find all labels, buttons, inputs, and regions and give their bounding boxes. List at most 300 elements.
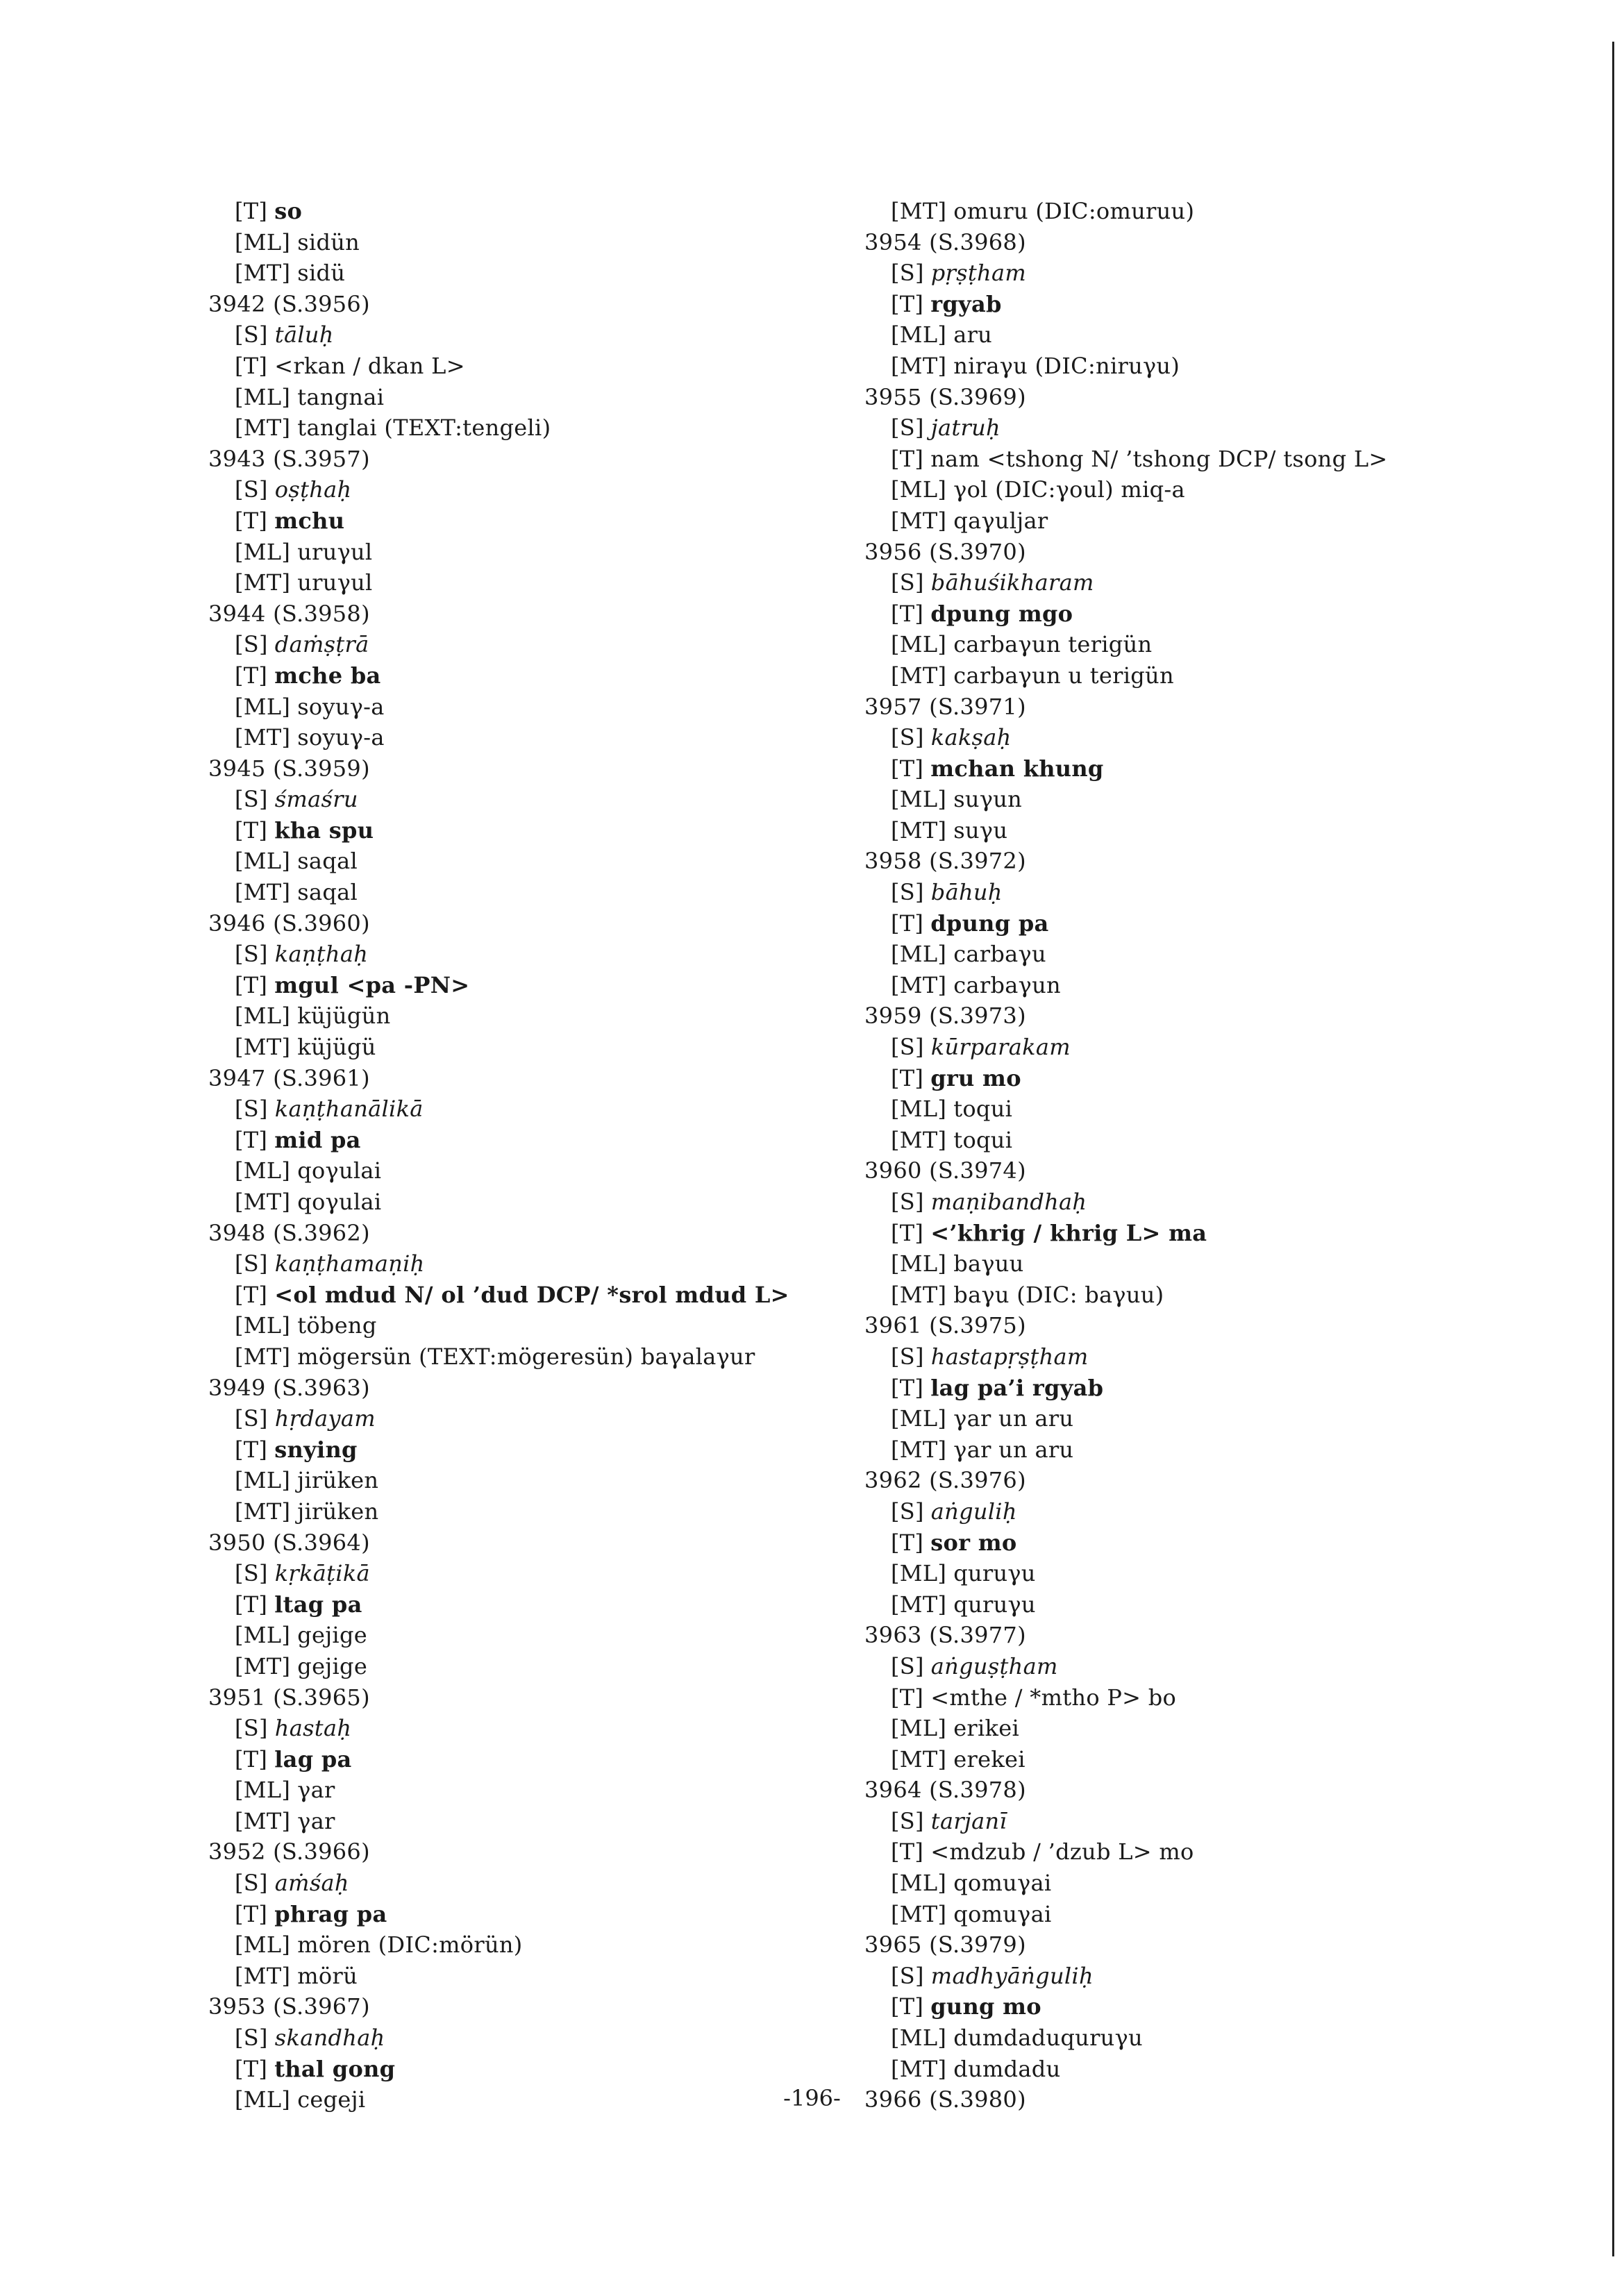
field-tag: [ML] — [235, 1622, 291, 1649]
field-tag: [S] — [235, 1560, 268, 1587]
field-value: qaγuljar — [953, 507, 1048, 534]
entry-number: 3955 (S.3969) — [864, 383, 1026, 410]
margin-rule — [1612, 42, 1614, 2256]
field-value: kakṣaḥ — [930, 724, 1012, 751]
entry-field — [208, 1558, 847, 1589]
field-tag: [ML] — [235, 1157, 291, 1184]
entry-number: 3952 (S.3966) — [208, 1838, 370, 1866]
field-tag: [ML] — [891, 1096, 947, 1123]
entry-number: 3942 (S.3956) — [208, 290, 370, 317]
field-tag: [S] — [891, 414, 924, 442]
field-value: so — [274, 198, 303, 224]
field-tag: [ML] — [235, 1467, 291, 1494]
entry-number: 3957 (S.3971) — [864, 693, 1026, 720]
entry-field — [208, 722, 847, 753]
field-tag: [T] — [235, 507, 268, 534]
field-value: mchu — [274, 507, 345, 534]
entry-number: 3958 (S.3972) — [864, 848, 1026, 875]
entry-field — [208, 382, 847, 413]
field-value: gru mo — [930, 1064, 1021, 1091]
field-tag: [T] — [235, 816, 268, 844]
entry-field — [864, 1496, 1559, 1527]
field-value: kṛkāṭikā — [274, 1560, 370, 1587]
field-tag: [ML] — [235, 538, 291, 565]
field-tag: [S] — [235, 476, 268, 503]
entry-field — [208, 1961, 847, 1992]
field-value: mche ba — [274, 662, 381, 689]
entry-field — [864, 351, 1559, 382]
field-tag: [T] — [891, 600, 924, 627]
field-value: kaṇṭhamaṇiḥ — [274, 1250, 425, 1277]
field-value: <’khrig / khrig L> ma — [930, 1219, 1207, 1246]
field-tag: [MT] — [235, 1034, 291, 1061]
entry-field — [208, 1403, 847, 1434]
field-value: maṇibandhaḥ — [930, 1189, 1087, 1215]
entry-field — [864, 1713, 1559, 1744]
entry-field — [864, 722, 1559, 753]
field-value: γol (DIC:γoul) miq-a — [953, 476, 1185, 503]
entry-field — [864, 1063, 1559, 1094]
entry-number: 3956 (S.3970) — [864, 538, 1026, 565]
entry-field — [864, 289, 1559, 320]
field-value: phrag pa — [274, 1900, 387, 1927]
entry-field — [864, 877, 1559, 908]
entry-field — [208, 1589, 847, 1620]
field-tag: [MT] — [891, 816, 947, 844]
entry-field — [864, 412, 1559, 444]
field-tag: [S] — [235, 1870, 268, 1897]
field-value: baγuu — [953, 1250, 1024, 1277]
field-value: dumdadu — [953, 2055, 1061, 2082]
field-value: mgul <pa -PN> — [274, 971, 470, 998]
field-tag: [S] — [891, 260, 924, 287]
field-tag: [T] — [235, 352, 268, 379]
entry-field — [208, 258, 847, 289]
entry-field — [208, 1744, 847, 1775]
field-value: aṅguṣṭham — [930, 1652, 1058, 1679]
entry-field — [208, 1806, 847, 1837]
entry-field — [208, 2054, 847, 2085]
entry-field — [864, 1032, 1559, 1063]
entry-field — [864, 660, 1559, 692]
field-value: skandhaḥ — [274, 2025, 385, 2052]
field-tag: [S] — [891, 1343, 924, 1370]
entry-number: 3943 (S.3957) — [208, 445, 370, 472]
field-tag: [T] — [891, 1064, 924, 1091]
field-tag: [MT] — [891, 1900, 947, 1927]
entry-field — [208, 1341, 847, 1373]
entry-field — [208, 227, 847, 258]
entry-field — [864, 2022, 1559, 2054]
entry-field — [208, 1651, 847, 1682]
field-tag: [T] — [891, 755, 924, 782]
field-value: toqui — [953, 1096, 1013, 1123]
field-tag: [S] — [235, 321, 268, 349]
entry-number: 3961 (S.3975) — [864, 1312, 1026, 1339]
entry-field — [864, 1373, 1559, 1404]
entry-field — [864, 970, 1559, 1001]
field-value: aṁśaḥ — [274, 1870, 349, 1897]
field-tag: [T] — [891, 1838, 924, 1866]
entry-number: 3947 (S.3961) — [208, 1064, 370, 1091]
entry-field — [208, 1187, 847, 1218]
field-tag: [MT] — [235, 414, 291, 442]
field-tag: [MT] — [235, 569, 291, 596]
entry-field — [208, 1899, 847, 1930]
field-tag: [T] — [891, 1374, 924, 1401]
field-value: mören (DIC:mörün) — [297, 1932, 523, 1959]
field-tag: [MT] — [891, 352, 947, 379]
field-value: γar un aru — [953, 1405, 1074, 1432]
field-value: γar — [297, 1807, 335, 1834]
field-value: thal gong — [274, 2055, 396, 2082]
entry-field — [208, 351, 847, 382]
field-tag: [MT] — [891, 1436, 947, 1463]
field-value: <rkan / dkan L> — [274, 352, 465, 379]
entry-field — [208, 1125, 847, 1156]
field-value: küjügün — [297, 1003, 391, 1030]
entry-field — [864, 319, 1559, 351]
field-tag: [S] — [891, 1807, 924, 1834]
field-value: snying — [274, 1436, 358, 1463]
entry-field — [864, 1187, 1559, 1218]
entry-field — [864, 629, 1559, 660]
field-value: tangnai — [297, 383, 385, 410]
field-value: aṅguliḥ — [930, 1498, 1017, 1525]
field-tag: [ML] — [235, 848, 291, 875]
field-tag: [MT] — [235, 260, 291, 287]
field-value: mchan khung — [930, 755, 1104, 782]
field-tag: [MT] — [891, 198, 947, 224]
field-value: <ol mdud N/ ol ’dud DCP/ *srol mdud L> — [274, 1281, 789, 1308]
entry-field — [864, 1961, 1559, 1992]
field-value: jatruḥ — [930, 414, 1001, 442]
entry-field — [864, 1651, 1559, 1682]
entry-field — [208, 1496, 847, 1527]
entry-field — [208, 877, 847, 908]
field-value: saqal — [297, 848, 358, 875]
field-tag: [T] — [891, 1684, 924, 1711]
field-tag: [S] — [235, 2025, 268, 2052]
entry-number: 3951 (S.3965) — [208, 1684, 370, 1711]
entry-field — [208, 537, 847, 568]
entry-field — [864, 784, 1559, 815]
entry-field — [208, 660, 847, 692]
field-value: kūrparakam — [930, 1034, 1071, 1061]
field-tag: [ML] — [891, 1405, 947, 1432]
field-value: carbaγun — [953, 971, 1061, 998]
entry-field — [208, 846, 847, 877]
entry-field — [864, 908, 1559, 939]
entry-field — [208, 1000, 847, 1032]
field-tag: [ML] — [235, 2086, 291, 2113]
field-value: suγun — [953, 786, 1023, 813]
field-value: erekei — [953, 1745, 1026, 1773]
field-tag: [T] — [235, 2055, 268, 2082]
entry-field — [208, 505, 847, 537]
field-value: mid pa — [274, 1126, 361, 1153]
entry-field — [864, 567, 1559, 598]
field-value: saqal — [297, 879, 358, 906]
field-value: dpung pa — [930, 910, 1049, 937]
field-value: madhyāṅguliḥ — [930, 1962, 1094, 1989]
entry-field — [864, 1527, 1559, 1559]
entry-number: 3959 (S.3973) — [864, 1003, 1026, 1030]
field-tag: [S] — [891, 1962, 924, 1989]
entry-field — [864, 598, 1559, 630]
entry-field — [864, 1218, 1559, 1249]
entry-field — [208, 1280, 847, 1311]
field-value: mörü — [297, 1962, 358, 1989]
field-value: lag pa — [274, 1745, 352, 1773]
field-tag: [ML] — [235, 693, 291, 720]
entry-field — [864, 939, 1559, 970]
field-tag: [T] — [891, 445, 924, 472]
field-tag: [ML] — [891, 321, 947, 349]
field-tag: [ML] — [891, 1250, 947, 1277]
entry-field — [208, 939, 847, 970]
field-value: γar un aru — [953, 1436, 1074, 1463]
field-value: <mdzub / ’dzub L> mo — [930, 1838, 1194, 1866]
field-tag: [T] — [235, 1126, 268, 1153]
field-tag: [S] — [235, 631, 268, 658]
field-value: oṣṭhaḥ — [274, 476, 352, 503]
entry-field — [864, 258, 1559, 289]
field-tag: [S] — [235, 941, 268, 968]
field-value: uruγul — [297, 569, 373, 596]
entry-field — [864, 474, 1559, 505]
field-value: qoγulai — [297, 1157, 382, 1184]
field-tag: [MT] — [891, 662, 947, 689]
entry-field — [208, 1434, 847, 1466]
field-value: quruγu — [953, 1591, 1036, 1618]
field-value: kha spu — [274, 816, 374, 844]
entry-number: 3964 (S.3978) — [864, 1777, 1026, 1804]
field-value: dumdaduquruγu — [953, 2025, 1143, 2052]
field-value: rgyab — [930, 290, 1002, 317]
field-value: gung mo — [930, 1993, 1041, 2020]
field-tag: [MT] — [891, 1126, 947, 1153]
field-tag: [ML] — [891, 631, 947, 658]
field-value: niraγu (DIC:niruγu) — [953, 352, 1180, 379]
field-tag: [MT] — [235, 1343, 291, 1370]
field-value: tarjanī — [930, 1807, 1007, 1834]
entry-number: 3963 (S.3977) — [864, 1622, 1026, 1649]
left-column — [208, 196, 847, 2115]
entry-number: 3948 (S.3962) — [208, 1219, 370, 1246]
field-value: jirüken — [297, 1467, 379, 1494]
field-tag: [S] — [235, 1715, 268, 1742]
field-value: śmaśru — [274, 786, 358, 813]
field-tag: [T] — [891, 910, 924, 937]
field-tag: [T] — [235, 1281, 268, 1308]
field-value: sidü — [297, 260, 346, 287]
field-tag: [MT] — [891, 1745, 947, 1773]
field-value: suγu — [953, 816, 1008, 844]
field-value: carbaγun u terigün — [953, 662, 1174, 689]
entry-field — [208, 1032, 847, 1063]
field-value: bāhuśikharam — [930, 569, 1094, 596]
field-tag: [T] — [235, 1591, 268, 1618]
field-tag: [T] — [891, 1529, 924, 1556]
entry-field — [864, 1868, 1559, 1899]
entry-number: 3953 (S.3967) — [208, 1993, 370, 2020]
field-value: mögersün (TEXT:mögeresün) baγalaγur — [297, 1343, 755, 1370]
field-value: lag pa’i rgyab — [930, 1374, 1104, 1401]
field-value: qoγulai — [297, 1189, 382, 1215]
entry-field — [864, 1899, 1559, 1930]
field-tag: [MT] — [891, 507, 947, 534]
field-value: hastaḥ — [274, 1715, 352, 1742]
entry-field — [208, 784, 847, 815]
field-value: bāhuḥ — [930, 879, 1003, 906]
field-tag: [S] — [235, 1405, 268, 1432]
field-value: qomuγai — [953, 1900, 1052, 1927]
field-tag: [S] — [891, 1498, 924, 1525]
entry-field — [208, 815, 847, 846]
field-tag: [T] — [891, 290, 924, 317]
field-tag: [S] — [891, 1034, 924, 1061]
field-value: daṁṣṭrā — [274, 631, 369, 658]
field-tag: [T] — [235, 971, 268, 998]
entry-field — [864, 1744, 1559, 1775]
field-value: cegeji — [297, 2086, 366, 2113]
field-tag: [T] — [235, 198, 268, 224]
entry-field — [208, 629, 847, 660]
field-tag: [T] — [235, 1900, 268, 1927]
entry-field — [864, 1434, 1559, 1466]
entry-field — [208, 412, 847, 444]
field-value: hastapṛṣṭham — [930, 1343, 1089, 1370]
field-value: kaṇṭhanālikā — [274, 1096, 424, 1123]
entry-field — [208, 1465, 847, 1496]
field-tag: [ML] — [891, 2025, 947, 2052]
field-value: töbeng — [297, 1312, 377, 1339]
entry-number: 3954 (S.3968) — [864, 228, 1026, 255]
field-tag: [ML] — [891, 941, 947, 968]
field-tag: [MT] — [235, 724, 291, 751]
entry-field — [864, 1403, 1559, 1434]
entry-field — [208, 1713, 847, 1744]
entry-number: 3949 (S.3963) — [208, 1374, 370, 1401]
field-tag: [S] — [891, 724, 924, 751]
page-number: -196- — [783, 2085, 841, 2111]
field-tag: [S] — [891, 569, 924, 596]
field-value: carbaγun terigün — [953, 631, 1153, 658]
field-tag: [MT] — [891, 1591, 947, 1618]
field-value: soyuγ-a — [297, 693, 385, 720]
entry-field — [208, 1310, 847, 1341]
field-value: pṛṣṭham — [930, 260, 1026, 287]
entry-number: 3966 (S.3980) — [864, 2086, 1026, 2113]
entry-field — [208, 1868, 847, 1899]
field-tag: [MT] — [235, 1652, 291, 1679]
entry-field — [864, 1558, 1559, 1589]
field-value: hṛdayam — [274, 1405, 376, 1432]
entry-field — [864, 1280, 1559, 1311]
field-tag: [MT] — [235, 879, 291, 906]
entry-number: 3946 (S.3960) — [208, 910, 370, 937]
field-tag: [ML] — [891, 1715, 947, 1742]
field-value: carbaγu — [953, 941, 1046, 968]
entry-field — [864, 1836, 1559, 1868]
field-tag: [T] — [235, 662, 268, 689]
field-tag: [T] — [235, 1745, 268, 1773]
entry-number: 3962 (S.3976) — [864, 1467, 1026, 1494]
field-value: aru — [953, 321, 993, 349]
field-tag: [ML] — [235, 1777, 291, 1804]
entry-field — [864, 1682, 1559, 1713]
entry-number: 3945 (S.3959) — [208, 755, 370, 782]
entry-field — [864, 505, 1559, 537]
field-tag: [S] — [891, 879, 924, 906]
entry-number: 3944 (S.3958) — [208, 600, 370, 627]
field-value: soyuγ-a — [297, 724, 385, 751]
field-value: baγu (DIC: baγuu) — [953, 1281, 1164, 1308]
field-tag: [ML] — [235, 383, 291, 410]
field-tag: [ML] — [235, 1003, 291, 1030]
field-value: omuru (DIC:omuruu) — [953, 198, 1195, 224]
field-tag: [S] — [235, 786, 268, 813]
entry-field — [208, 1775, 847, 1806]
entry-field — [864, 1341, 1559, 1373]
entry-field — [208, 567, 847, 598]
field-tag: [ML] — [891, 786, 947, 813]
entry-field — [864, 1093, 1559, 1125]
field-tag: [ML] — [235, 228, 291, 255]
entry-field — [864, 1248, 1559, 1280]
entry-number: 3950 (S.3964) — [208, 1529, 370, 1556]
field-tag: [S] — [235, 1250, 268, 1277]
field-tag: [ML] — [235, 1312, 291, 1339]
field-value: ltag pa — [274, 1591, 362, 1618]
entry-field — [208, 1155, 847, 1187]
field-tag: [ML] — [235, 1932, 291, 1959]
field-tag: [MT] — [235, 1962, 291, 1989]
entry-number: 3960 (S.3974) — [864, 1157, 1026, 1184]
field-value: gejige — [297, 1622, 367, 1649]
field-tag: [ML] — [891, 1560, 947, 1587]
field-value: erikei — [953, 1715, 1020, 1742]
field-value: nam <tshong N/ ’tshong DCP/ tsong L> — [930, 445, 1388, 472]
entry-field — [864, 444, 1559, 475]
field-value: γar — [297, 1777, 335, 1804]
entry-field — [208, 474, 847, 505]
field-value: tāluḥ — [274, 321, 334, 349]
entry-field — [208, 1929, 847, 1961]
field-tag: [MT] — [235, 1189, 291, 1215]
entry-field — [208, 196, 847, 227]
field-tag: [ML] — [891, 476, 947, 503]
field-tag: [MT] — [891, 2055, 947, 2082]
entry-number: 3965 (S.3979) — [864, 1932, 1026, 1959]
entry-field — [208, 970, 847, 1001]
field-tag: [T] — [891, 1993, 924, 2020]
field-value: jirüken — [297, 1498, 379, 1525]
entry-field — [208, 1093, 847, 1125]
field-value: kaṇṭhaḥ — [274, 941, 369, 968]
field-tag: [MT] — [891, 971, 947, 998]
entry-field — [208, 2022, 847, 2054]
field-value: gejige — [297, 1652, 368, 1679]
field-tag: [S] — [891, 1652, 924, 1679]
field-tag: [S] — [891, 1189, 924, 1215]
field-tag: [S] — [235, 1096, 268, 1123]
entry-field — [864, 1806, 1559, 1837]
entry-field — [864, 815, 1559, 846]
field-tag: [T] — [891, 1219, 924, 1246]
entry-field — [864, 1991, 1559, 2022]
